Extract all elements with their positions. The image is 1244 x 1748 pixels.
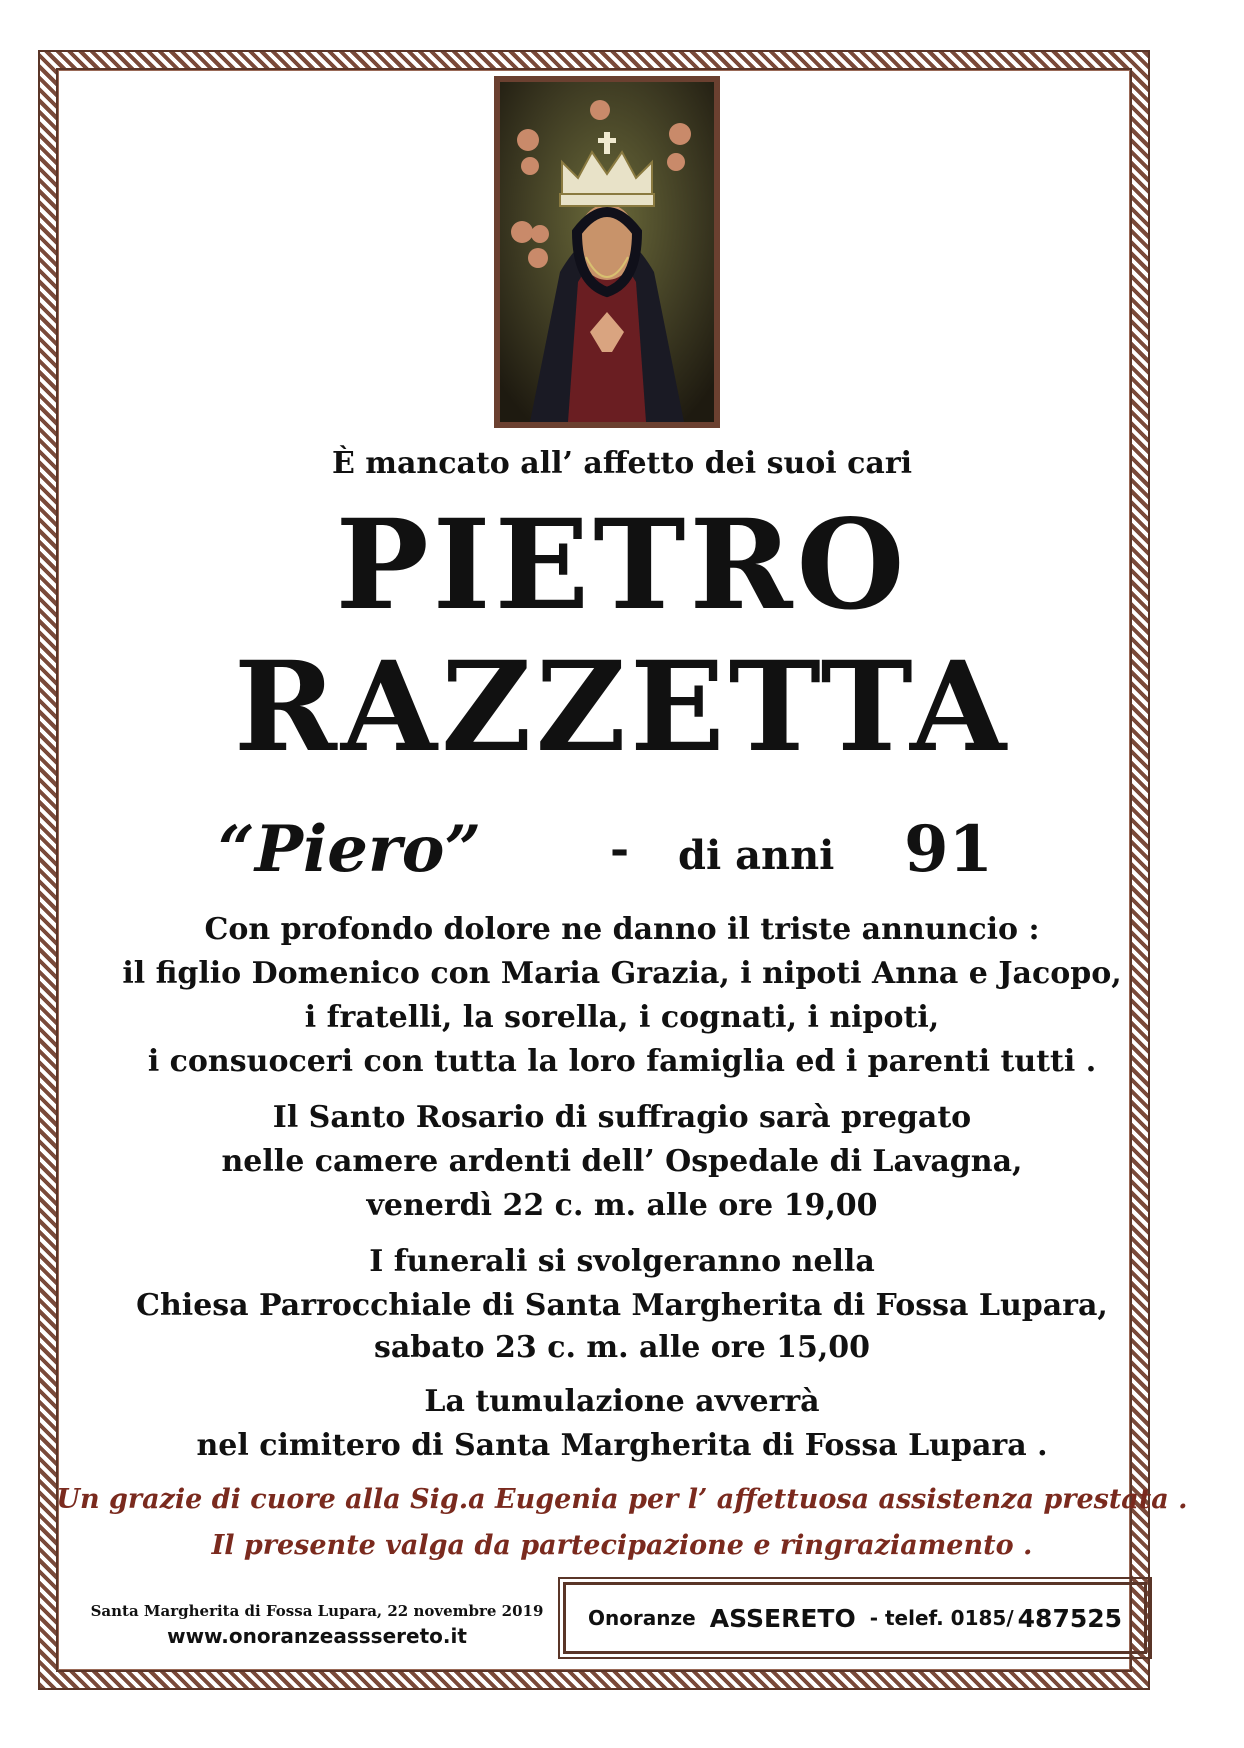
age-value: 91 xyxy=(904,812,994,887)
funeral-line: I funerali si svolgeranno nella xyxy=(369,1244,875,1279)
funeral-line: Chiesa Parrocchiale di Santa Margherita di Fossa Lupara, xyxy=(136,1288,1108,1323)
announcement-line: il figlio Domenico con Maria Grazia, i nipoti Anna e Jacopo, xyxy=(122,956,1122,991)
company-name: ASSERETO xyxy=(709,1603,856,1633)
rosary-line: nelle camere ardenti dell’ Ospedale di Lavagna, xyxy=(221,1144,1023,1179)
age-separator: - xyxy=(610,822,630,876)
phone-label: - telef. 0185/ xyxy=(869,1606,1014,1630)
footer-place-date-block xyxy=(82,1602,552,1648)
funeral-home-box xyxy=(563,1582,1147,1654)
madonna-icon xyxy=(494,76,720,428)
company-prefix: Onoranze xyxy=(587,1606,696,1630)
nickname: “Piero” xyxy=(218,812,482,887)
first-name: PIETRO xyxy=(335,493,909,638)
announcement-line: i fratelli, la sorella, i cognati, i nipoti, xyxy=(304,1000,940,1035)
footer-place-date: Santa Margherita di Fossa Lupara, 22 novembre 2019 xyxy=(90,1602,544,1620)
last-name: RAZZETTA xyxy=(233,635,1011,780)
age-label: di anni xyxy=(678,832,835,879)
thanks-line: Il presente valga da partecipazione e ringraziamento . xyxy=(211,1530,1033,1561)
funeral-line: sabato 23 c. m. alle ore 15,00 xyxy=(373,1330,871,1365)
footer-website-link[interactable]: www.onoranzeasssereto.it xyxy=(167,1624,467,1648)
phone-number: 487525 xyxy=(1017,1603,1123,1633)
rosary-line: Il Santo Rosario di suffragio sarà pregato xyxy=(272,1100,972,1135)
announcement-line: i consuoceri con tutta la loro famiglia ed i parenti tutti . xyxy=(147,1044,1097,1079)
burial-line: La tumulazione avverrà xyxy=(424,1384,820,1419)
burial-line: nel cimitero di Santa Margherita di Fossa Lupara . xyxy=(196,1428,1048,1463)
announcement-line: Con profondo dolore ne danno il triste annuncio : xyxy=(204,912,1040,947)
rosary-line: venerdì 22 c. m. alle ore 19,00 xyxy=(366,1188,878,1223)
thanks-line: Un grazie di cuore alla Sig.a Eugenia per l’ affettuosa assistenza prestata . xyxy=(56,1484,1188,1515)
intro-text: È mancato all’ affetto dei suoi cari xyxy=(331,446,913,481)
